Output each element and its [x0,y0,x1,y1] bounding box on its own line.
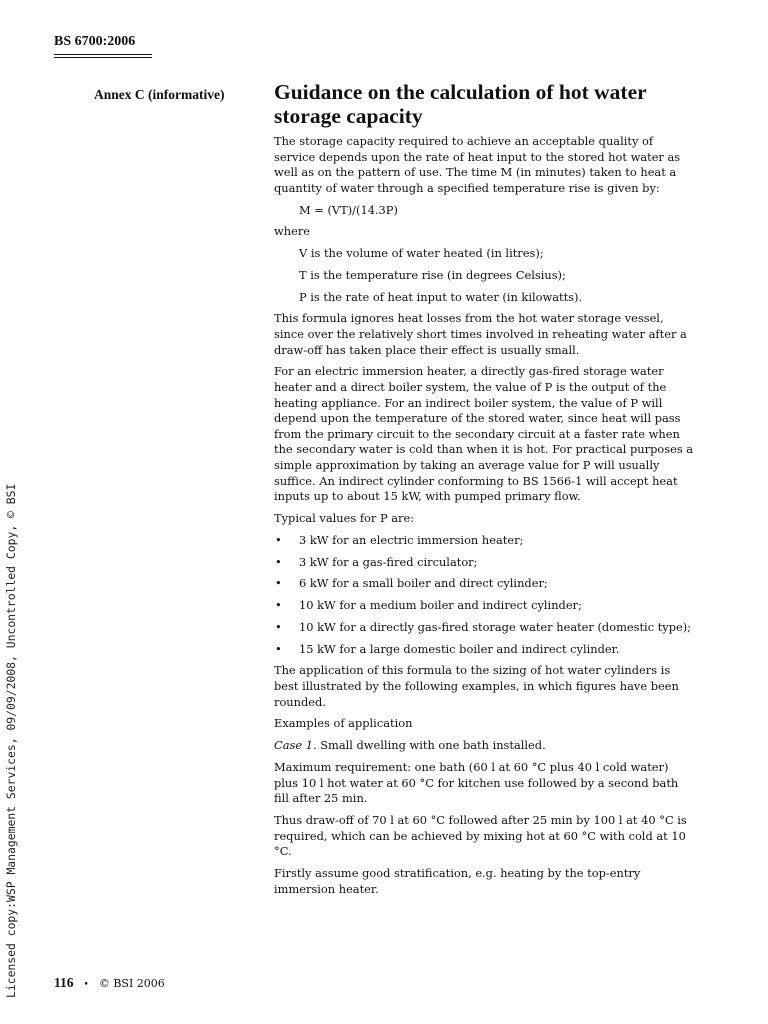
draw-off-paragraph: Thus draw-off of 70 l at 60 °C followed after 25 min by 100 l at 40 °C is required, which can be achieved by mixing hot at 60 °C with cold at 10 °C. [274,812,687,859]
page-footer [54,975,165,991]
annex-label: Annex C (informative) [94,87,225,102]
copyright-notice: © BSI 2006 [98,977,165,990]
definition-v: V is the volume of water heated (in litres); [299,246,544,261]
page-number: 116 [54,975,74,990]
header-rule-bottom [54,57,152,58]
application-paragraph: The application of this formula to the sizing of hot water cylinders is best illustrated by the following examples, in which figures have been rounded. [274,663,679,709]
typical-values-list [274,533,696,658]
footer-bullet: • [83,980,89,990]
case-1-text: Small dwelling with one bath installed. [320,738,546,753]
list-item: • 10 kW for a directly gas-fired storage water heater (domestic type); [274,620,696,636]
list-item: • 3 kW for an electric immersion heater; [274,533,696,549]
where-label: where [274,224,311,239]
list-item: • 3 kW for a gas-fired circulator; [274,555,696,571]
definition-p: P is the rate of heat input to water (in kilowatts). [299,289,583,304]
electric-heater-paragraph: For an electric immersion heater, a directly gas-fired storage water heater and a direct boiler system, the value of P is the output of the heating appliance. For an indirect boiler system, the value of P will depend upon the temperature of the stored water, since heat will pass from the primary circuit to the secondary circuit at a faster rate when the secondary water is cold than when it is hot. For practical purposes a simple approximation by taking an average value for P will usually suffice. An indirect cylinder conforming to BS 1566-1 will accept heat inputs up to about 15 kW, with pumped primary flow. [274,364,694,504]
formula: M = (VT)/(14.3P) [299,202,398,217]
case-1-label: Case 1. [274,738,317,753]
header-rule-top [54,54,152,55]
case-1-paragraph [274,738,696,754]
list-item: • 10 kW for a medium boiler and indirect cylinder; [274,598,696,614]
heat-losses-paragraph: This formula ignores heat losses from the hot water storage vessel, since over the relatively short times involved in reheating water after a draw-off has taken place their effect is usually small. [274,311,687,357]
intro-paragraph: The storage capacity required to achieve an acceptable quality of service depends upon the rate of heat input to the stored hot water as well as on the pattern of use. The time M (in minutes) taken to heat a quantity of water through a specified temperature rise is given by: [274,134,681,195]
definition-t: T is the temperature rise (in degrees Celsius); [299,267,566,282]
examples-heading: Examples of application [274,716,413,731]
list-item: • 15 kW for a large domestic boiler and indirect cylinder. [274,642,696,658]
license-watermark: Licensed copy:WSP Management Services, 09/09/2008, Uncontrolled Copy, © BSI [4,483,18,998]
annex-body [274,134,696,903]
typical-values-intro: Typical values for P are: [274,510,415,525]
stratification-paragraph: Firstly assume good stratification, e.g. heating by the top-entry immersion heater. [274,865,641,896]
page-title: Guidance on the calculation of hot water storage capacity [274,80,647,128]
list-item: • 6 kW for a small boiler and direct cylinder; [274,576,696,592]
standard-number: BS 6700:2006 [54,34,136,49]
maximum-requirement-paragraph: Maximum requirement: one bath (60 l at 60 °C plus 40 l cold water) plus 10 l hot water at 60 °C for kitchen use followed by a second bath fill after 25 min. [274,759,679,806]
